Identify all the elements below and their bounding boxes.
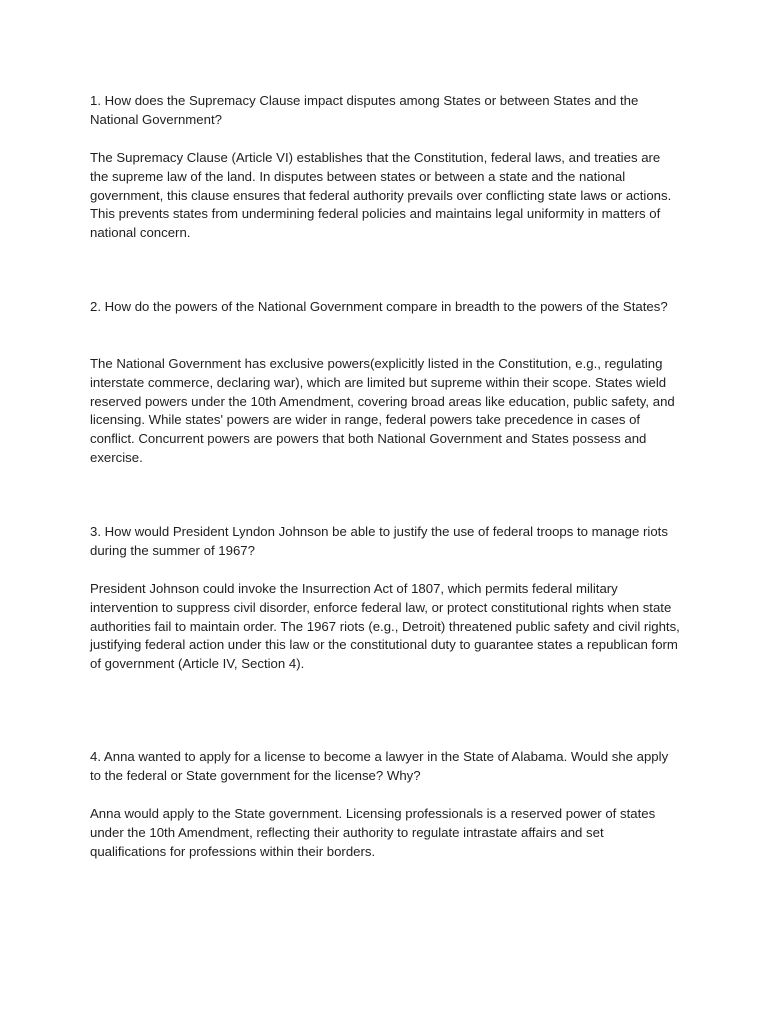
question-3: 3. How would President Lyndon Johnson be able to justify the use of federal troops to manage riots during the summer of 1967?	[90, 524, 668, 558]
answer-1: The Supremacy Clause (Article VI) establishes that the Constitution, federal laws, and treaties are the supreme law of the land. In disputes between states or between a state and the national government, this clause ensures that federal authority prevails over conflicting state laws or actions. This prevents states from undermining federal policies and maintains legal uniformity in matters of national concern.	[90, 150, 672, 241]
answer-3: President Johnson could invoke the Insurrection Act of 1807, which permits federal military intervention to suppress civil disorder, enforce federal law, or protect constitutional rights when state authorities fail to maintain order. The 1967 riots (e.g., Detroit) threatened public safety and civil rights, justifying federal action under this law or the constitutional duty to guarantee states a republican form of government (Article IV, Section 4).	[90, 581, 680, 672]
question-2: 2. How do the powers of the National Government compare in breadth to the powers of the States?	[90, 299, 668, 314]
answer-2: The National Government has exclusive powers(explicitly listed in the Constitution, e.g., regulating interstate commerce, declaring war), which are limited but supreme within their scope. States wield reserved powers under the 10th Amendment, covering broad areas like education, public safety, and licensing. While states' powers are wider in range, federal powers take precedence in cases of conflict. Concurrent powers are powers that both National Government and States possess and exercise.	[90, 356, 675, 465]
question-4: 4. Anna wanted to apply for a license to become a lawyer in the State of Alabama. Would she apply to the federal or State government for the license? Why?	[90, 749, 669, 783]
answer-4: Anna would apply to the State government. Licensing professionals is a reserved power of states under the 10th Amendment, reflecting their authority to regulate intrastate affairs and set qualifications for professions within their borders.	[90, 806, 656, 859]
question-1: 1. How does the Supremacy Clause impact disputes among States or between States and the National Government?	[90, 93, 639, 127]
